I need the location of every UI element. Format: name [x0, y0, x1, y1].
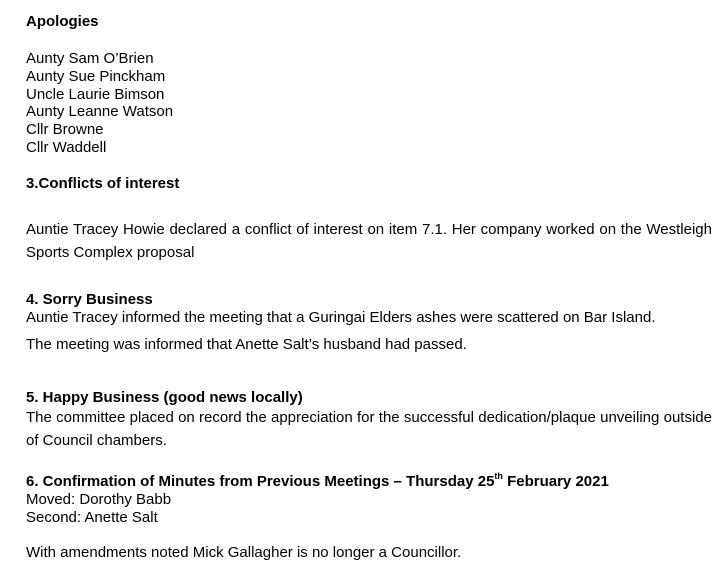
- apologies-list: [26, 50, 173, 157]
- minutes-heading-date: February 2021: [502, 473, 609, 490]
- happy-heading: 5. Happy Business (good news locally): [26, 389, 303, 406]
- sorry-heading: 4. Sorry Business: [26, 291, 153, 308]
- conflicts-body: [26, 218, 712, 264]
- minutes-heading-main: 6. Confirmation of Minutes from Previous Meetings – Thursday 25: [26, 473, 495, 490]
- minutes-second: Second: Anette Salt: [26, 509, 158, 526]
- happy-section: [26, 389, 712, 452]
- conflicts-heading: 3.Conflicts of interest: [26, 175, 180, 192]
- sorry-section: [26, 291, 712, 354]
- conflicts-text: Auntie Tracey Howie declared a conflict of interest on item 7.1. Her company worked on the Westleigh Sports Complex proposal: [26, 221, 712, 261]
- conflicts-section: [26, 175, 712, 193]
- apologies-section: [26, 13, 99, 31]
- apology-name: Aunty Sue Pinckham: [26, 67, 166, 85]
- happy-text: The committee placed on record the appreciation for the successful dedication/plaque unveiling outside of Council chambers.: [26, 409, 712, 449]
- minutes-note: With amendments noted Mick Gallagher is no longer a Councillor.: [26, 544, 462, 561]
- apology-name: Aunty Leanne Watson: [26, 103, 174, 121]
- sorry-line-2: The meeting was informed that Anette Salt’s husband had passed.: [26, 336, 467, 353]
- apologies-heading: Apologies: [26, 13, 99, 30]
- apology-name: Cllr Browne: [26, 121, 104, 139]
- minutes-heading: [26, 473, 712, 491]
- apology-name: Uncle Laurie Bimson: [26, 85, 165, 103]
- apology-name: Cllr Waddell: [26, 138, 107, 156]
- minutes-moved: Moved: Dorothy Babb: [26, 491, 172, 508]
- apology-name: Aunty Sam O’Brien: [26, 50, 154, 67]
- minutes-section: [26, 473, 712, 562]
- sorry-line-1: Auntie Tracey informed the meeting that a Guringai Elders ashes were scattered on Bar Island.: [26, 309, 656, 326]
- minutes-heading-ordinal: th: [494, 471, 503, 481]
